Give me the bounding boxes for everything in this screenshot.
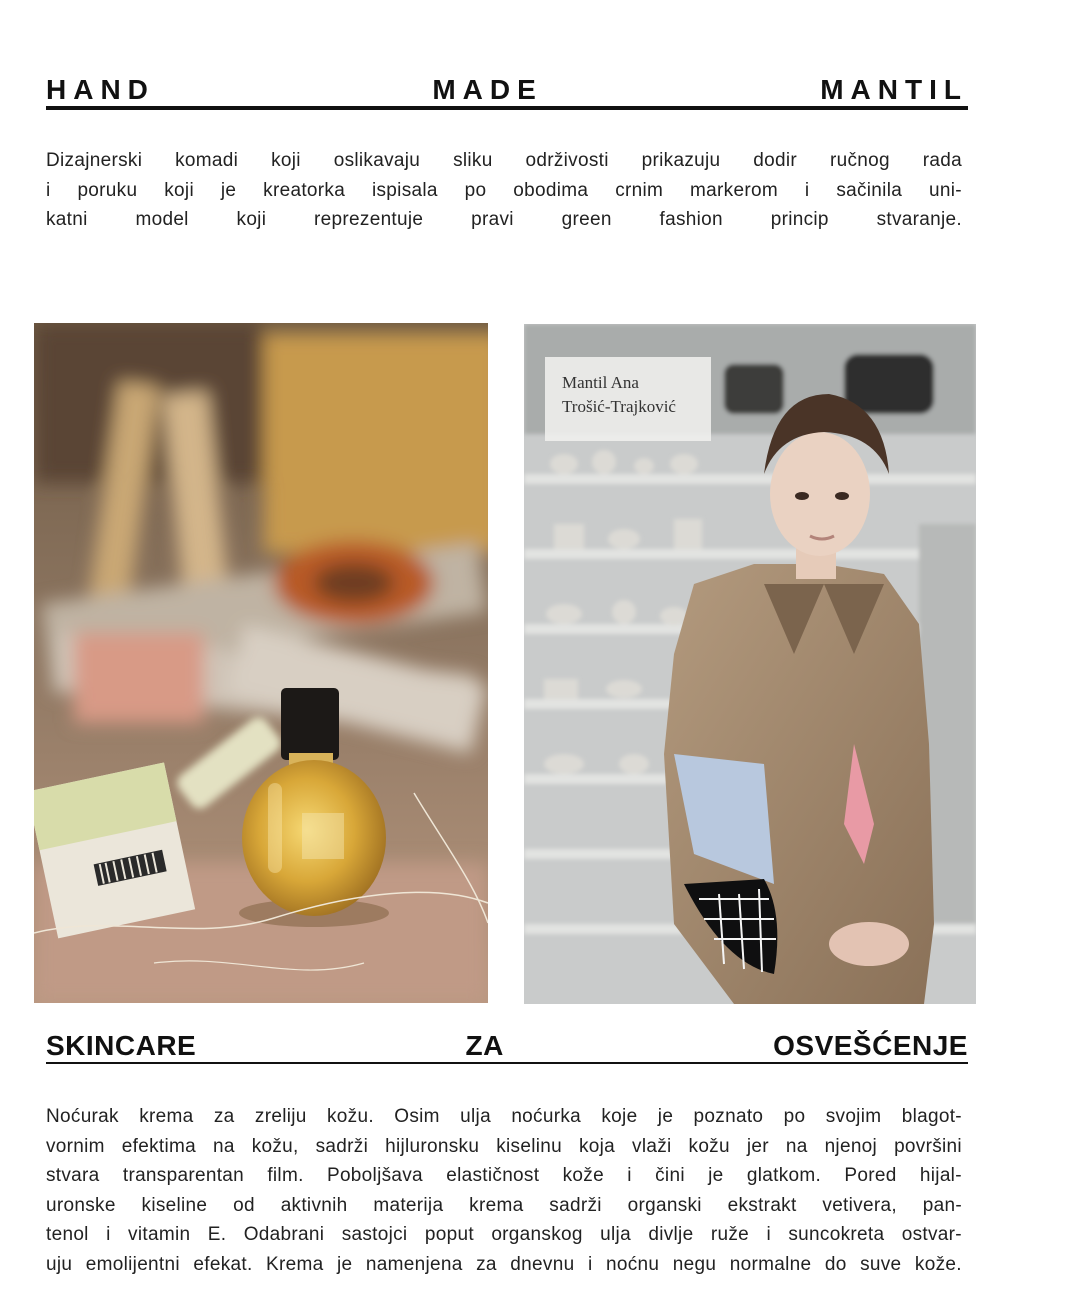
word: i — [766, 1224, 771, 1246]
word: održivosti — [525, 150, 609, 171]
word: Noćurak — [46, 1106, 119, 1127]
word: glatkom. — [746, 1165, 822, 1187]
heading-word: MANTIL — [820, 74, 968, 105]
word: uju — [46, 1253, 73, 1275]
word: zreliju — [254, 1106, 307, 1127]
word: Osim — [394, 1106, 440, 1127]
word: krema — [469, 1194, 524, 1216]
paragraph-line — [46, 1191, 962, 1221]
word: materija — [373, 1194, 444, 1216]
word: za — [213, 1106, 235, 1127]
heading-word: ZA — [465, 1030, 504, 1061]
word: i — [804, 179, 810, 201]
word: na — [785, 1135, 808, 1157]
word: normalne — [729, 1253, 812, 1275]
paragraph-line — [46, 1102, 962, 1132]
word: Poboljšava — [326, 1165, 423, 1187]
word: ostvar- — [901, 1224, 962, 1246]
paragraph-line — [46, 146, 962, 176]
word: kože. — [914, 1253, 962, 1275]
word: svojim — [825, 1106, 882, 1127]
word: kože — [562, 1165, 604, 1187]
word: efektima — [121, 1135, 197, 1157]
word: za — [476, 1253, 497, 1275]
word: sadrži — [315, 1135, 369, 1157]
word: hijal- — [919, 1165, 962, 1187]
word: na — [213, 1135, 235, 1157]
word: crnim — [615, 179, 664, 201]
word: uronske — [46, 1194, 116, 1216]
word: kožu, — [251, 1135, 299, 1157]
word: Odabrani — [243, 1224, 325, 1246]
word: noćnu — [605, 1253, 660, 1275]
word: rada — [922, 150, 962, 171]
word: Pored — [844, 1165, 897, 1187]
word: koji — [271, 150, 301, 171]
heading-word: HAND — [46, 74, 155, 105]
word: koji — [164, 179, 194, 201]
word: poput — [424, 1224, 474, 1246]
word: noćurka — [511, 1106, 582, 1127]
word: kreatorka — [263, 179, 346, 201]
word: Krema — [266, 1253, 324, 1275]
paragraph-line — [46, 1250, 962, 1280]
word: vornim — [46, 1135, 105, 1157]
word: reprezentuje — [314, 209, 424, 231]
word: je — [220, 179, 237, 201]
word: markerom — [690, 179, 778, 201]
paragraph-line — [46, 1161, 962, 1191]
word: suncokreta — [788, 1224, 885, 1246]
word: koje — [601, 1106, 638, 1127]
word: ručnog — [829, 150, 890, 171]
section-heading-hand-made-mantil — [46, 72, 968, 110]
word: je — [337, 1253, 353, 1275]
word: kožu. — [327, 1106, 374, 1127]
word: kiselinu — [496, 1135, 562, 1157]
word: prikazuju — [641, 150, 721, 171]
word: vlaži — [632, 1135, 672, 1157]
word: je — [657, 1106, 674, 1127]
word: po — [464, 179, 487, 201]
word: vetivera, — [822, 1194, 897, 1216]
word: krema — [139, 1106, 194, 1127]
word: princip — [770, 209, 829, 231]
word: površini — [894, 1135, 962, 1157]
word: hijluronsku — [385, 1135, 480, 1157]
caption-line: Trošić-Trajković — [562, 397, 676, 416]
word: blagot- — [901, 1106, 962, 1127]
word: E. — [207, 1224, 227, 1246]
word: tenol — [46, 1224, 89, 1246]
word: čini — [655, 1165, 685, 1187]
word: elastičnost — [446, 1165, 540, 1187]
word: i — [587, 1253, 593, 1275]
word: film. — [267, 1165, 304, 1187]
word: kožu — [688, 1135, 730, 1157]
word: oslikavaju — [333, 150, 421, 171]
word: poruku — [77, 179, 138, 201]
word: sačinila — [836, 179, 903, 201]
word: jer — [746, 1135, 769, 1157]
word: od — [233, 1194, 255, 1216]
word: pravi — [471, 209, 514, 231]
word: kiseline — [141, 1194, 208, 1216]
word: komadi — [175, 150, 239, 171]
word: sliku — [453, 150, 493, 171]
word: namenjena — [365, 1253, 463, 1275]
skincare-paragraph — [46, 1102, 962, 1280]
word: vitamin — [128, 1224, 191, 1246]
word: model — [135, 209, 189, 231]
word: pan- — [922, 1194, 962, 1216]
word: koja — [578, 1135, 616, 1157]
word: koji — [236, 209, 267, 231]
perfume-still-life-photo — [34, 323, 488, 1003]
word: do — [824, 1253, 847, 1275]
word: sadrži — [549, 1194, 602, 1216]
word: i — [106, 1224, 111, 1246]
word: dodir — [753, 150, 798, 171]
word: organskog — [491, 1224, 583, 1246]
word: ruže — [710, 1224, 750, 1246]
word: ulja — [460, 1106, 491, 1127]
word: uni- — [928, 179, 962, 201]
word: i — [46, 179, 51, 201]
heading-word: OSVEŠĆENJE — [773, 1030, 968, 1061]
word: Dizajnerski — [46, 150, 143, 171]
word: je — [708, 1165, 724, 1187]
word: njenoj — [824, 1135, 878, 1157]
word: dnevnu — [510, 1253, 575, 1275]
word: ekstrakt — [727, 1194, 797, 1216]
word: organski — [627, 1194, 702, 1216]
word: efekat. — [193, 1253, 253, 1275]
word: katni — [46, 209, 88, 231]
caption-line: Mantil Ana — [562, 373, 639, 392]
word: aktivnih — [280, 1194, 348, 1216]
word: stvaranje. — [876, 209, 962, 231]
word: stvara — [46, 1165, 100, 1187]
heading-word: SKINCARE — [46, 1030, 197, 1061]
paragraph-line — [46, 176, 962, 206]
word: divlje — [648, 1224, 694, 1246]
photo-caption — [545, 357, 711, 441]
word: ulja — [600, 1224, 631, 1246]
word: sastojci — [341, 1224, 408, 1246]
word: suve — [860, 1253, 902, 1275]
paragraph-line — [46, 205, 962, 235]
word: ispisala — [371, 179, 438, 201]
heading-word: MADE — [432, 74, 543, 105]
word: transparentan — [122, 1165, 245, 1187]
intro-paragraph — [46, 146, 962, 235]
paragraph-line — [46, 1132, 962, 1162]
word: green — [561, 209, 612, 231]
word: i — [627, 1165, 632, 1187]
word: emolijentni — [85, 1253, 180, 1275]
paragraph-line — [46, 1220, 962, 1250]
word: obodima — [513, 179, 589, 201]
word: po — [783, 1106, 806, 1127]
word: fashion — [659, 209, 723, 231]
word: poznato — [693, 1106, 764, 1127]
section-heading-skincare — [46, 1030, 968, 1064]
word: negu — [672, 1253, 717, 1275]
